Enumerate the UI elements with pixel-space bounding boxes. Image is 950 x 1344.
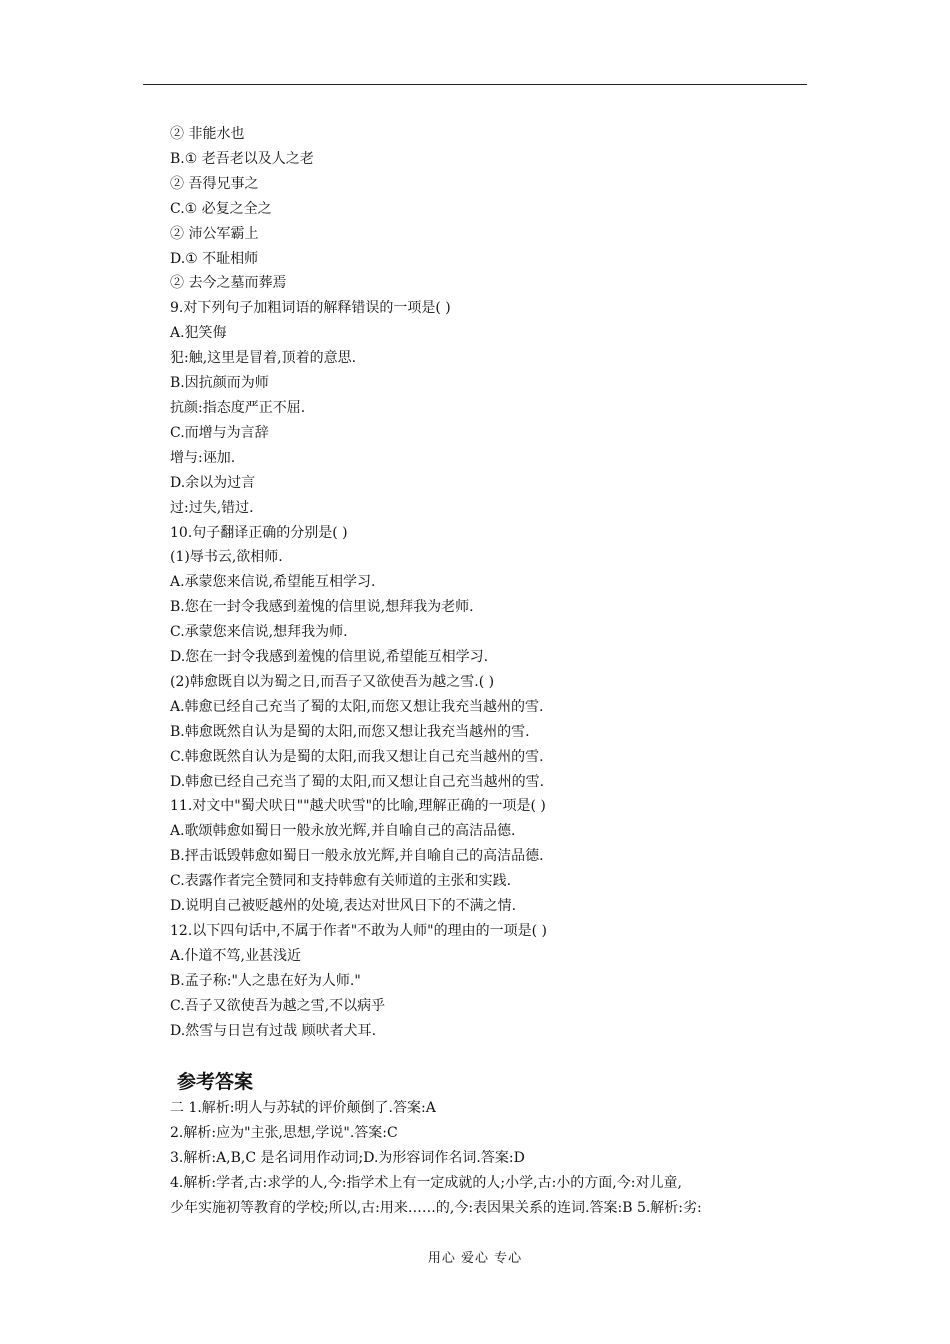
text-line: 犯:触,这里是冒着,顶着的意思. xyxy=(170,350,357,367)
text-line: C.韩愈既然自认为是蜀的太阳,而我又想让自己充当越州的雪. xyxy=(170,748,544,765)
answers-heading: 参考答案 xyxy=(177,1071,254,1093)
text-line: B.抨击诋毁韩愈如蜀日一般永放光辉,并自喻自己的高洁品德. xyxy=(170,848,544,865)
text-line: C.表露作者完全赞同和支持韩愈有关师道的主张和实践. xyxy=(170,873,512,890)
answer-line: 少年实施初等教育的学校;所以,古:用来……的,今:表因果关系的连词.答案:B 5.解析:劣: xyxy=(170,1200,702,1216)
question-text xyxy=(170,122,810,1044)
text-line: D.然雪与日岂有过哉 顾吠者犬耳. xyxy=(170,1022,377,1039)
text-line: A.犯笑侮 xyxy=(170,325,227,342)
text-line: 过:过失,错过. xyxy=(170,499,254,516)
answer-line: 二 1.解析:明人与苏轼的评价颠倒了.答案:A xyxy=(170,1100,436,1116)
text-line: D.① 不耻相师 xyxy=(170,250,259,267)
header-rule xyxy=(143,84,807,85)
text-line: 12.以下四句话中,不属于作者"不敢为人师"的理由的一项是( ) xyxy=(170,923,547,939)
text-line: D.韩愈已经自己充当了蜀的太阳,而又想让自己充当越州的雪. xyxy=(170,773,545,790)
answers-section xyxy=(170,1096,815,1221)
text-line: ② 吾得兄事之 xyxy=(170,175,259,192)
answer-line: 4.解析:学者,古:求学的人,今:指学术上有一定成就的人;小学,古:小的方面,今:对儿童, xyxy=(170,1175,682,1191)
text-line: A.歌颂韩愈如蜀日一般永放光辉,并自喻自己的高洁品德. xyxy=(170,823,516,840)
answer-line: 2.解析:应为"主张,思想,学说".答案:C xyxy=(170,1125,398,1141)
text-line: D.余以为过言 xyxy=(170,474,256,491)
text-line: 10.句子翻译正确的分别是( ) xyxy=(170,524,348,541)
text-line: 11.对文中"蜀犬吠日""越犬吠雪"的比喻,理解正确的一项是( ) xyxy=(170,798,546,815)
text-line: ② 非能水也 xyxy=(170,126,245,142)
text-line: 增与:诬加. xyxy=(170,449,236,466)
text-line: A.仆道不笃,业甚浅近 xyxy=(170,947,302,964)
text-line: A.韩愈已经自己充当了蜀的太阳,而您又想让我充当越州的雪. xyxy=(170,698,544,715)
text-line: B.孟子称:"人之患在好为人师." xyxy=(170,972,361,989)
page-footer: 用心 爱心 专心 xyxy=(427,1251,523,1266)
text-line: ② 沛公军霸上 xyxy=(170,225,259,242)
text-line: C.承蒙您来信说,想拜我为师. xyxy=(170,624,348,641)
text-line: (1)辱书云,欲相师. xyxy=(170,549,283,566)
text-line: B.因抗颜而为师 xyxy=(170,375,269,392)
text-line: D.说明自己被贬越州的处境,表达对世风日下的不满之情. xyxy=(170,898,517,915)
text-line: 抗颜:指态度严正不屈. xyxy=(170,399,306,416)
text-line: C.而增与为言辞 xyxy=(170,424,269,441)
text-line: A.承蒙您来信说,希望能互相学习. xyxy=(170,574,376,591)
text-line: 9.对下列句子加粗词语的解释错误的一项是( ) xyxy=(170,300,451,317)
answer-line: 3.解析:A,B,C 是名词用作动词;D.为形容词作名词.答案:D xyxy=(170,1150,525,1166)
text-line: C.吾子又欲使吾为越之雪,不以病乎 xyxy=(170,997,386,1014)
text-line: B.您在一封令我感到羞愧的信里说,想拜我为老师. xyxy=(170,599,474,616)
text-line: B.① 老吾老以及人之老 xyxy=(170,150,314,167)
text-line: C.① 必复之全之 xyxy=(170,200,272,217)
text-line: (2)韩愈既自以为蜀之日,而吾子又欲使吾为越之雪.( ) xyxy=(170,673,495,690)
text-line: ② 去今之墓而葬焉 xyxy=(170,275,287,292)
text-line: B.韩愈既然自认为是蜀的太阳,而您又想让我充当越州的雪. xyxy=(170,723,530,740)
text-line: D.您在一封令我感到羞愧的信里说,希望能互相学习. xyxy=(170,649,489,666)
